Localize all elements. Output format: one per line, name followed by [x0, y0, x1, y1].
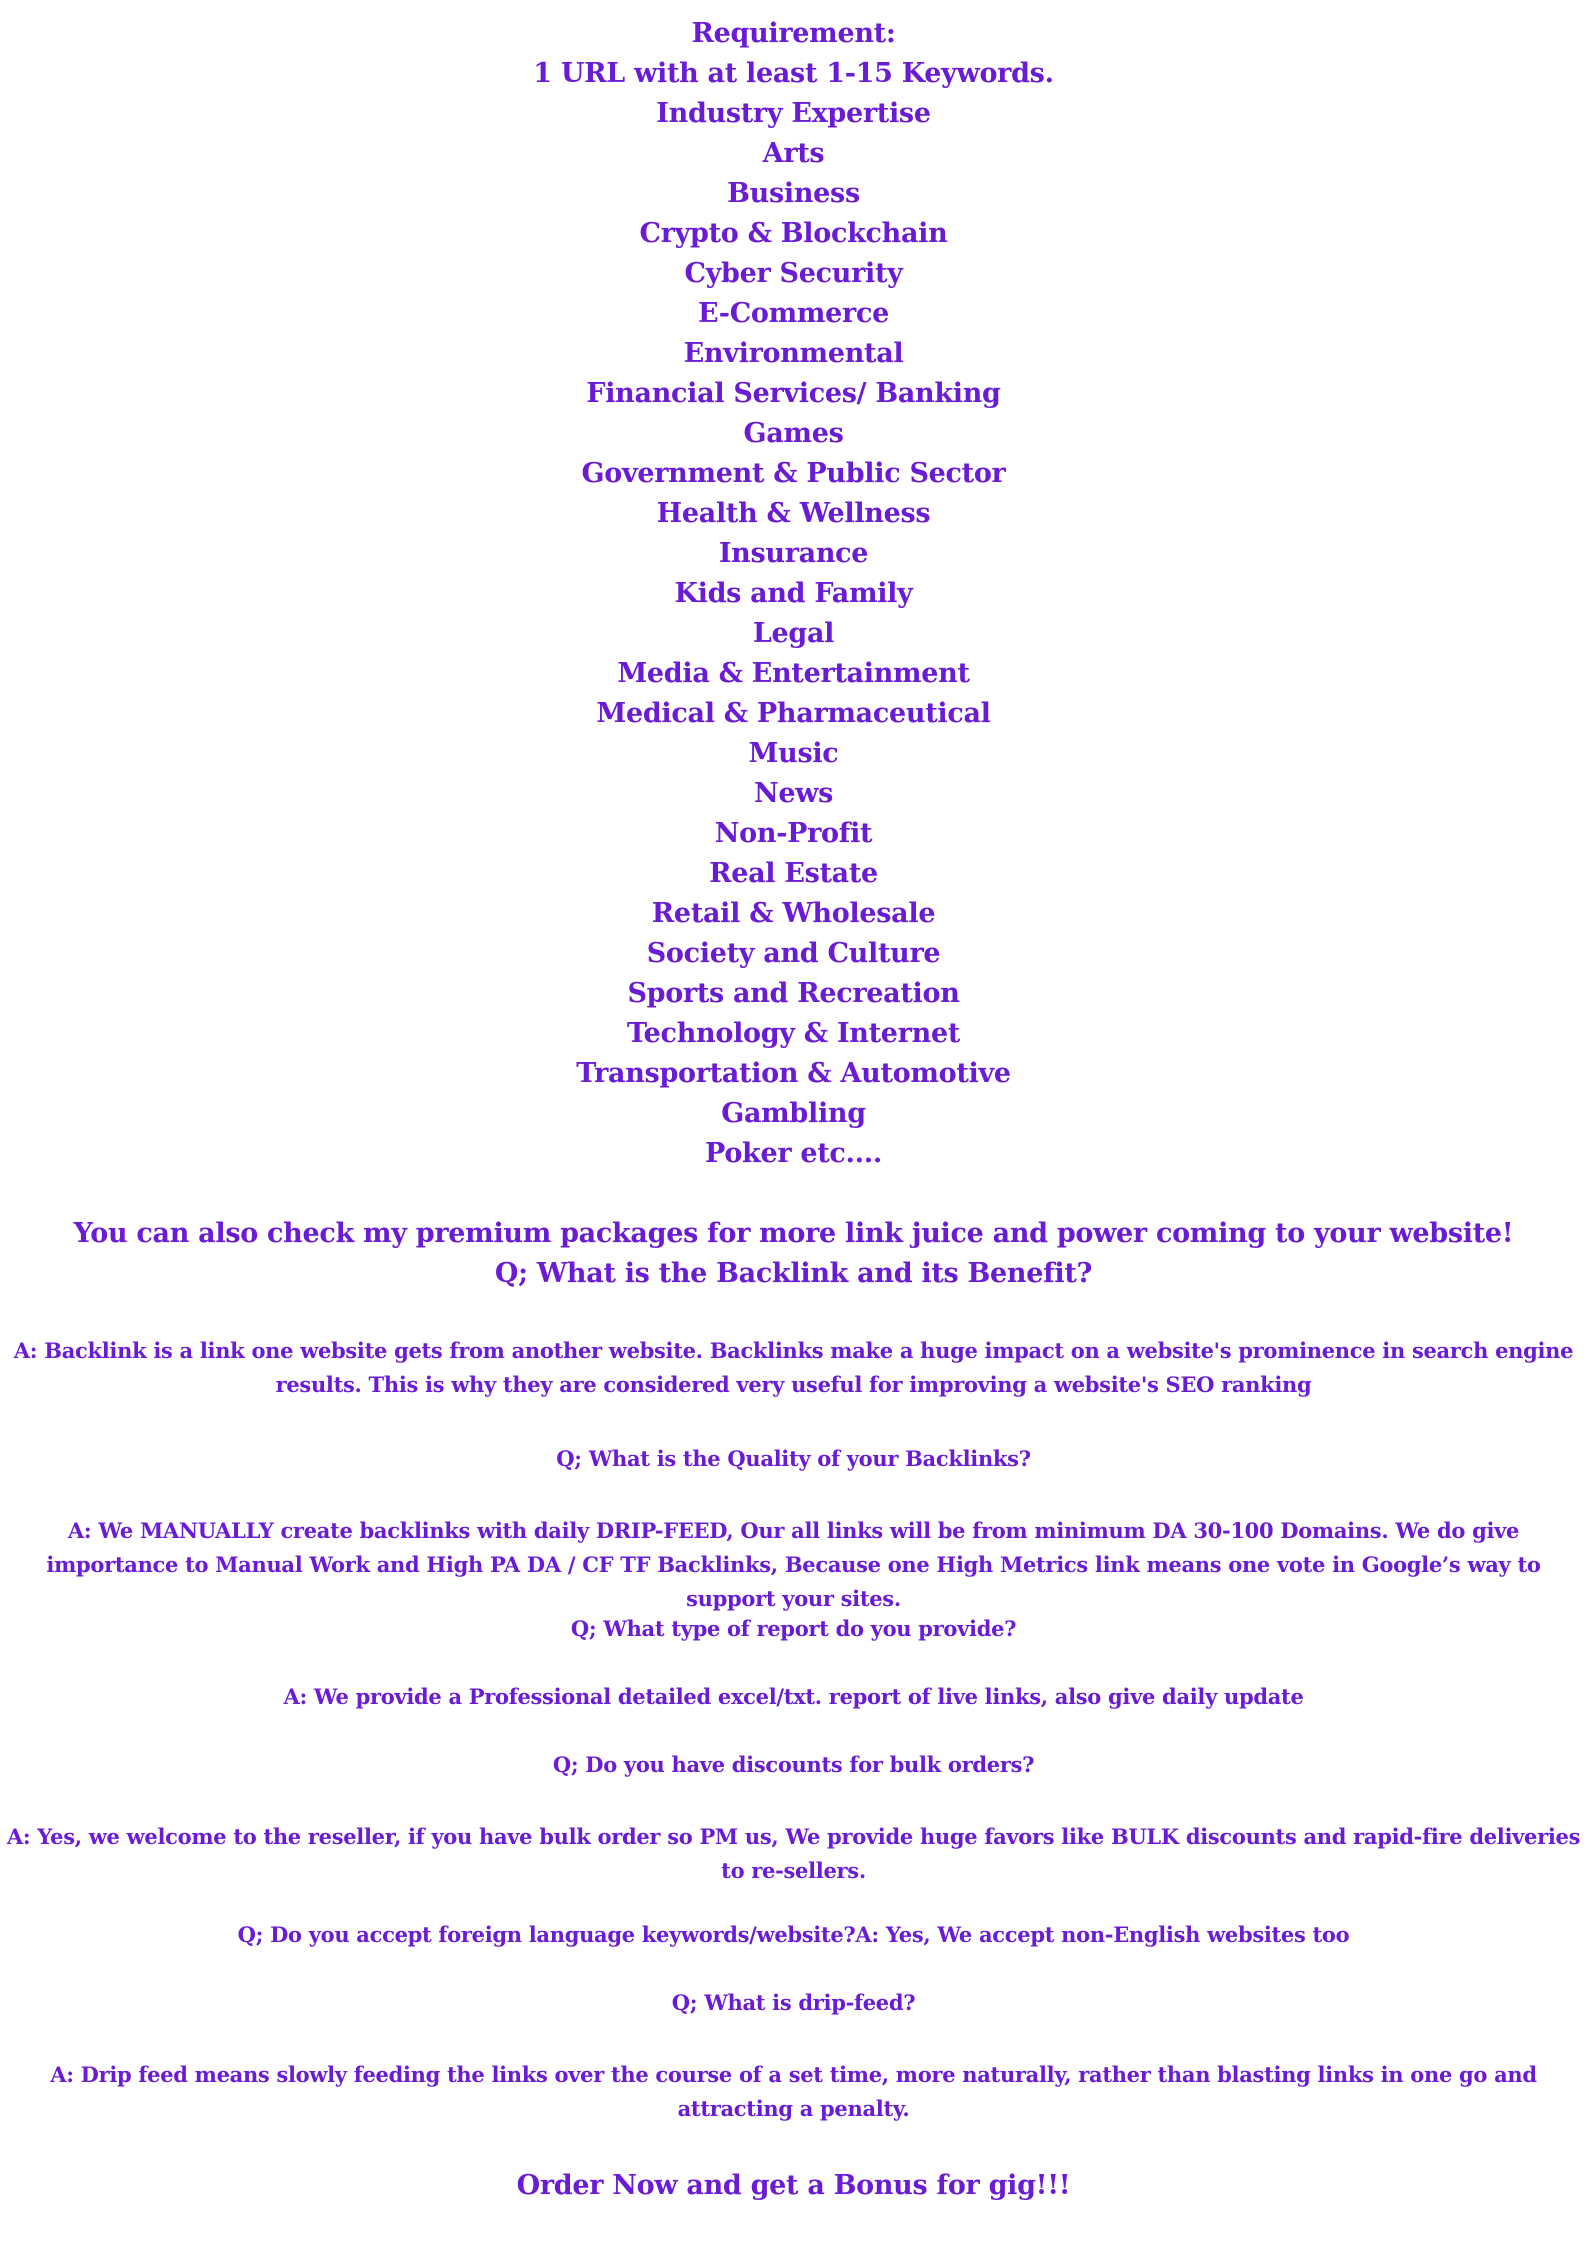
industry-item: Crypto & Blockchain [639, 218, 948, 249]
faq-answer-report: A: We provide a Professional detailed excel/txt. report of live links, also give daily update [283, 1684, 1304, 1709]
faq-question-quality: Q; What is the Quality of your Backlinks? [556, 1446, 1031, 1471]
industry-item: Retail & Wholesale [651, 898, 936, 929]
industry-expertise-title: Industry Expertise [656, 98, 931, 129]
industry-item: Society and Culture [646, 938, 941, 969]
industry-item: Sports and Recreation [627, 978, 960, 1009]
industry-item: Transportation & Automotive [576, 1058, 1011, 1089]
industry-item: Arts [762, 138, 825, 169]
faq-answer-backlink-benefit: A: Backlink is a link one website gets from another website. Backlinks make a huge impact on a website's prominence in search engine results. This is why they are considered very useful for improving a website's SEO ranking [13, 1338, 1574, 1397]
industry-item: Non-Profit [714, 818, 873, 849]
faq-answer-drip-feed: A: Drip feed means slowly feeding the links over the course of a set time, more naturally, rather than blasting links in one go and attracting a penalty. [50, 2062, 1537, 2121]
industry-item: Technology & Internet [626, 1018, 960, 1049]
faq-question-report: Q; What type of report do you provide? [570, 1616, 1017, 1641]
industry-item: Kids and Family [674, 578, 913, 609]
industry-item: Government & Public Sector [581, 458, 1006, 489]
faq-answer-quality: A: We MANUALLY create backlinks with daily DRIP-FEED, Our all links will be from minimum DA 30-100 Domains. We do give importance to Manual Work and High PA DA / CF TF Backlinks, Because one High Metrics link means one vote in Google’s way to support your sites. [46, 1518, 1541, 1611]
requirement-url-line: 1 URL with at least 1-15 Keywords. [533, 58, 1054, 89]
faq-question-foreign-language: Q; Do you accept foreign language keywords/website?A: Yes, We accept non-English websites too [237, 1922, 1350, 1947]
industry-item: News [753, 778, 834, 809]
industry-item: Environmental [683, 338, 904, 369]
industry-item: Financial Services/ Banking [586, 378, 1001, 409]
industry-item: Cyber Security [684, 258, 903, 289]
industry-item: Real Estate [709, 858, 878, 889]
industry-item: Media & Entertainment [617, 658, 970, 689]
faq-answer-bulk: A: Yes, we welcome to the reseller, if you have bulk order so PM us, We provide huge favors like BULK discounts and rapid-fire deliveries to re-sellers. [6, 1824, 1581, 1883]
premium-packages-note: You can also check my premium packages for more link juice and power coming to your website! [73, 1218, 1514, 1249]
industry-item: Insurance [718, 538, 869, 569]
faq-question-bulk: Q; Do you have discounts for bulk orders? [552, 1752, 1035, 1777]
industry-item: Health & Wellness [656, 498, 931, 529]
order-now-cta: Order Now and get a Bonus for gig!!! [516, 2170, 1071, 2201]
industry-item: E-Commerce [698, 298, 889, 329]
faq-question-drip-feed: Q; What is drip-feed? [671, 1990, 916, 2015]
industry-item: Gambling [721, 1098, 866, 1129]
industry-item: Music [748, 738, 839, 769]
industry-item: Business [727, 178, 860, 209]
faq-question-backlink-benefit: Q; What is the Backlink and its Benefit? [494, 1258, 1093, 1289]
industry-item: Poker etc.... [705, 1138, 882, 1169]
industry-item: Legal [752, 618, 835, 649]
industry-item: Games [743, 418, 844, 449]
industry-item: Medical & Pharmaceutical [596, 698, 991, 729]
requirement-title: Requirement: [691, 18, 896, 49]
